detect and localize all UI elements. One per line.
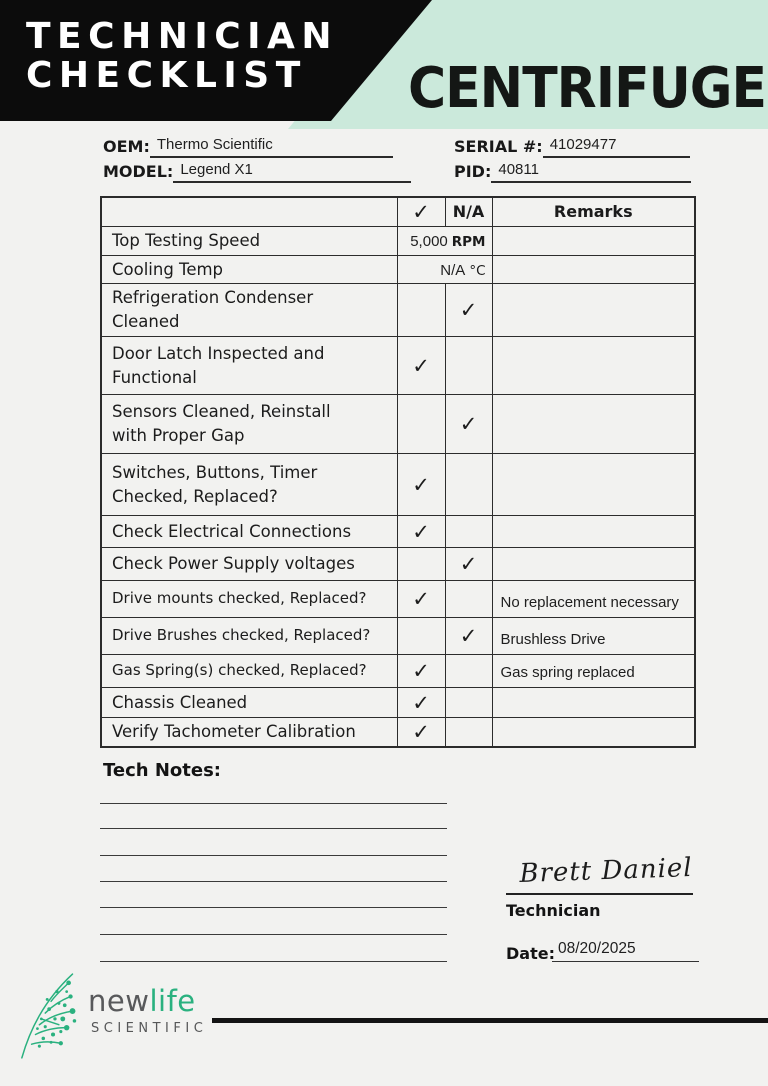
na-cell: ✓ (445, 618, 492, 655)
remarks-cell (492, 226, 695, 255)
title-line-1: TECHNICIAN (26, 16, 339, 57)
check-cell: ✓ (397, 655, 445, 688)
notes-blank-line (100, 855, 447, 856)
cooling-temp-value: N/A (440, 261, 466, 279)
table-row (101, 618, 695, 655)
model-value: Legend X1 (173, 161, 411, 183)
remarks-cell (492, 337, 695, 395)
brand-scientific: SCIENTIFIC (91, 1021, 208, 1036)
oem-value: Thermo Scientific (150, 136, 393, 158)
model-field (103, 161, 411, 183)
signature-line (506, 874, 693, 895)
check-cell: ✓ (397, 454, 445, 516)
notes-blank-line (100, 961, 447, 962)
table-row (101, 581, 695, 618)
value-cell (397, 255, 492, 284)
remarks-cell (492, 284, 695, 337)
table-row (101, 226, 695, 255)
rpm-unit: RPM (451, 234, 486, 250)
check-cell: ✓ (397, 516, 445, 548)
table-row (101, 284, 695, 337)
remarks-cell (492, 395, 695, 454)
task-name: Chassis Cleaned (101, 688, 397, 718)
check-cell (397, 395, 445, 454)
remarks-column-header: Remarks (492, 197, 695, 226)
serial-field (454, 136, 690, 158)
newlife-leaf-logo-icon (16, 970, 92, 1064)
serial-value: 41029477 (543, 136, 690, 158)
remarks-cell (492, 718, 695, 747)
task-name: Check Electrical Connections (101, 516, 397, 548)
remarks-cell: No replacement necessary (492, 581, 695, 618)
task-name: Drive Brushes checked, Replaced? (101, 618, 397, 655)
remarks-cell (492, 255, 695, 284)
technician-signature: Brett Daniel (518, 852, 694, 890)
check-cell: ✓ (397, 718, 445, 747)
table-row (101, 718, 695, 747)
table-row (101, 516, 695, 548)
remarks-cell: Brushless Drive (492, 618, 695, 655)
notes-blank-line (100, 803, 447, 804)
header-banner (0, 0, 768, 131)
task-name: Switches, Buttons, Timer Checked, Replaced? (101, 454, 397, 516)
date-label: Date: (506, 944, 555, 963)
task-name: Verify Tachometer Calibration (101, 718, 397, 747)
task-name: Door Latch Inspected and Functional (101, 337, 397, 395)
notes-blank-line (100, 828, 447, 829)
footer-divider-rule (212, 1018, 768, 1023)
table-row (101, 337, 695, 395)
check-cell: ✓ (397, 337, 445, 395)
top-speed-value: 5,000 (410, 233, 448, 250)
check-cell: ✓ (397, 581, 445, 618)
notes-blank-line (100, 934, 447, 935)
pid-value: 40811 (491, 161, 691, 183)
table-row (101, 255, 695, 284)
brand-wordmark (88, 984, 196, 1018)
value-cell (397, 226, 492, 255)
task-name: Refrigeration Condenser Cleaned (101, 284, 397, 337)
na-cell (445, 337, 492, 395)
model-label: MODEL: (103, 162, 174, 181)
na-cell: ✓ (445, 395, 492, 454)
na-cell (445, 718, 492, 747)
tech-notes-label: Tech Notes: (103, 760, 222, 781)
pid-field (454, 161, 691, 183)
title-line-2: CHECKLIST (26, 55, 307, 96)
table-row (101, 688, 695, 718)
check-column-header: ✓ (397, 197, 445, 226)
check-cell (397, 618, 445, 655)
notes-blank-line (100, 881, 447, 882)
na-cell (445, 688, 492, 718)
na-cell: ✓ (445, 284, 492, 337)
check-cell (397, 548, 445, 581)
na-cell (445, 516, 492, 548)
table-row (101, 655, 695, 688)
brand-new: new (88, 984, 150, 1018)
pid-label: PID: (454, 162, 492, 181)
table-row (101, 395, 695, 454)
na-cell: ✓ (445, 548, 492, 581)
task-name: Drive mounts checked, Replaced? (101, 581, 397, 618)
oem-label: OEM: (103, 137, 150, 156)
table-row (101, 454, 695, 516)
task-name: Cooling Temp (101, 255, 397, 284)
na-cell (445, 655, 492, 688)
celsius-unit: °C (469, 262, 486, 279)
date-value: 08/20/2025 (552, 940, 699, 962)
oem-field (103, 136, 393, 158)
brand-life: life (149, 984, 196, 1018)
notes-blank-line (100, 907, 447, 908)
equipment-type-title: CENTRIFUGE (408, 56, 767, 121)
na-column-header: N/A (445, 197, 492, 226)
remarks-cell (492, 548, 695, 581)
na-cell (445, 454, 492, 516)
technician-role-label: Technician (506, 901, 601, 920)
task-name: Check Power Supply voltages (101, 548, 397, 581)
task-column-header (101, 197, 397, 226)
check-cell: ✓ (397, 688, 445, 718)
remarks-cell (492, 688, 695, 718)
remarks-cell: Gas spring replaced (492, 655, 695, 688)
checklist-table (100, 196, 696, 748)
task-name: Sensors Cleaned, Reinstall with Proper Gap (101, 395, 397, 454)
check-cell (397, 284, 445, 337)
document-title (26, 17, 338, 95)
task-name: Gas Spring(s) checked, Replaced? (101, 655, 397, 688)
na-cell (445, 581, 492, 618)
table-row (101, 548, 695, 581)
remarks-cell (492, 516, 695, 548)
remarks-cell (492, 454, 695, 516)
serial-label: SERIAL #: (454, 137, 543, 156)
task-name: Top Testing Speed (101, 226, 397, 255)
table-header-row (101, 197, 695, 226)
